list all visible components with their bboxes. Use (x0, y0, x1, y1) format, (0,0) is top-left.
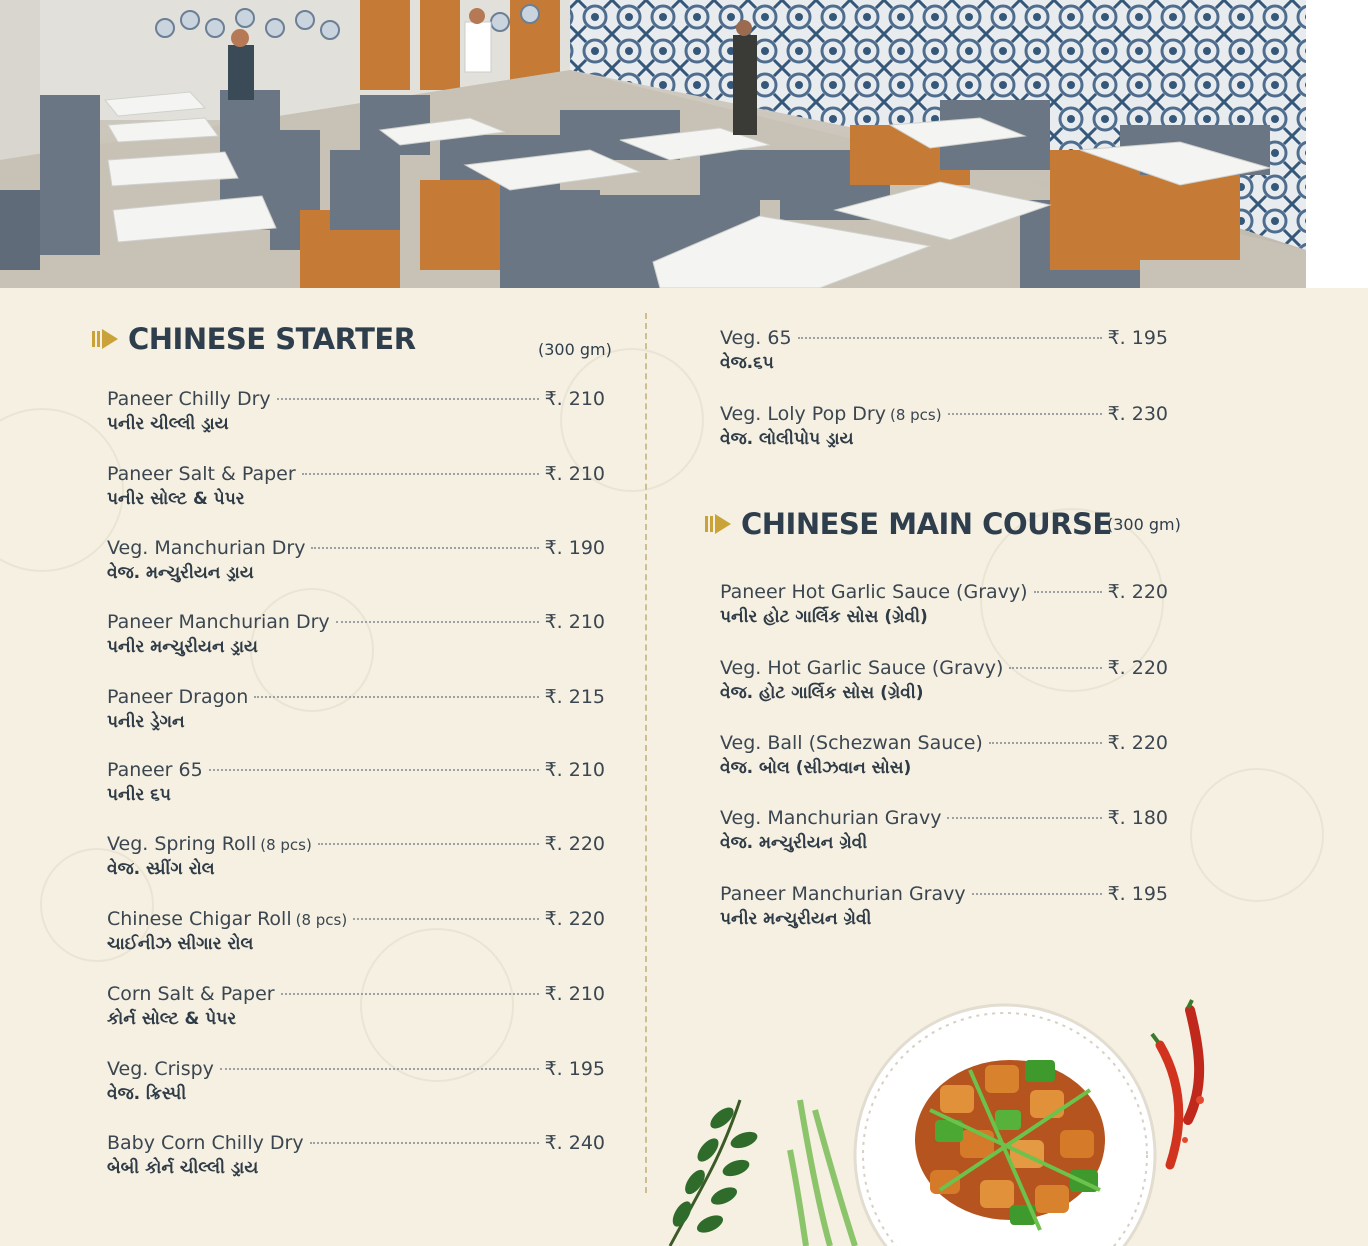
menu-item (107, 759, 605, 805)
item-price: ₹. 220 (1107, 657, 1168, 679)
menu-item (720, 327, 1168, 373)
menu-item (107, 1058, 605, 1104)
item-name: Corn Salt & Paper (107, 983, 275, 1005)
restaurant-photo (0, 0, 1306, 288)
item-price: ₹. 220 (1107, 581, 1168, 603)
item-gujarati: વેજ. હોટ ગાર્લિક સોસ (ગ્રેવી) (720, 683, 924, 703)
item-gujarati: વેજ. લોલીપોપ ડ્રાય (720, 429, 854, 449)
item-price: ₹. 210 (544, 983, 605, 1005)
item-gujarati: પનીર ડ્રેગન (107, 712, 185, 732)
item-price: ₹. 180 (1107, 807, 1168, 829)
menu-item (107, 388, 605, 434)
item-name: Veg. Manchurian Dry (107, 537, 306, 559)
item-price: ₹. 195 (544, 1058, 605, 1080)
leader-dots (254, 696, 538, 698)
main-course-heading (705, 507, 1112, 541)
spring-onion-icon (790, 1100, 855, 1246)
item-price: ₹. 195 (1107, 883, 1168, 905)
item-price: ₹. 220 (544, 908, 605, 930)
item-name: Veg. Hot Garlic Sauce (Gravy) (720, 657, 1004, 679)
item-price: ₹. 230 (1107, 403, 1168, 425)
item-name: Veg. Loly Pop Dry (720, 403, 886, 425)
leader-dots (302, 473, 539, 475)
item-name: Veg. Spring Roll (107, 833, 257, 855)
menu-item (720, 657, 1168, 703)
starter-weight: (300 gm) (538, 340, 612, 359)
item-gujarati: પનીર ૬૫ (107, 785, 171, 805)
menu-item (107, 833, 605, 879)
leader-dots (1009, 667, 1101, 669)
restaurant-interior-image (0, 0, 1306, 288)
menu-item (107, 1132, 605, 1178)
menu-item (720, 807, 1168, 853)
leader-dots (989, 742, 1102, 744)
item-gujarati: પનીર સોલ્ટ & પેપર (107, 489, 245, 509)
item-price: ₹. 195 (1107, 327, 1168, 349)
leader-dots (281, 993, 539, 995)
leader-dots (972, 893, 1102, 895)
item-gujarati: પનીર મન્ચુરીયન ડ્રાય (107, 637, 258, 657)
leader-dots (948, 413, 1102, 415)
menu-item (720, 403, 1168, 449)
leader-dots (336, 621, 539, 623)
play-bars-icon (705, 514, 731, 534)
main-course-title: CHINESE MAIN COURSE (741, 507, 1112, 541)
main-course-weight: (300 gm) (1107, 515, 1181, 534)
item-price: ₹. 210 (544, 759, 605, 781)
item-gujarati: વેજ. મન્ચુરીયન ડ્રાય (107, 563, 254, 583)
item-price: ₹. 190 (544, 537, 605, 559)
play-bars-icon (92, 329, 118, 349)
starter-heading (92, 322, 416, 356)
menu-item (107, 537, 605, 583)
item-name: Paneer Chilly Dry (107, 388, 271, 410)
menu-item (720, 732, 1168, 778)
item-price: ₹. 240 (544, 1132, 605, 1154)
leader-dots (209, 769, 539, 771)
leader-dots (1034, 591, 1102, 593)
item-qty: (8 pcs) (260, 836, 312, 854)
item-gujarati: કોર્ન સોલ્ટ & પેપર (107, 1009, 237, 1029)
item-name: Paneer Manchurian Dry (107, 611, 330, 633)
item-name: Paneer Hot Garlic Sauce (Gravy) (720, 581, 1028, 603)
item-price: ₹. 215 (544, 686, 605, 708)
menu-item (720, 883, 1168, 929)
starter-title: CHINESE STARTER (128, 322, 416, 356)
item-name: Paneer Salt & Paper (107, 463, 296, 485)
red-chilli-icon (1152, 1000, 1204, 1165)
leader-dots (220, 1068, 539, 1070)
item-gujarati: વેજ. સ્પ્રીંગ રોલ (107, 859, 215, 879)
item-gujarati: પનીર ચીલ્લી ડ્રાય (107, 414, 229, 434)
item-price: ₹. 210 (544, 611, 605, 633)
item-name: Veg. 65 (720, 327, 792, 349)
item-name: Paneer Manchurian Gravy (720, 883, 966, 905)
menu-item (107, 983, 605, 1029)
item-qty: (8 pcs) (295, 911, 348, 929)
leader-dots (798, 337, 1102, 339)
leader-dots (947, 817, 1101, 819)
item-name: Veg. Manchurian Gravy (720, 807, 942, 829)
item-gujarati: બેબી કોર્ન ચીલ્લી ડ્રાય (107, 1158, 259, 1178)
leader-dots (310, 1142, 539, 1144)
menu-item (107, 908, 605, 954)
menu-item (107, 611, 605, 657)
item-qty: (8 pcs) (889, 406, 942, 424)
menu-item (107, 463, 605, 509)
curry-leaf-icon (669, 1100, 760, 1246)
menu-item (107, 686, 605, 732)
item-price: ₹. 210 (544, 463, 605, 485)
menu-item (720, 581, 1168, 627)
item-name: Veg. Ball (Schezwan Sauce) (720, 732, 983, 754)
item-name: Baby Corn Chilly Dry (107, 1132, 304, 1154)
item-price: ₹. 220 (1107, 732, 1168, 754)
item-gujarati: વેજ.૬૫ (720, 353, 774, 373)
item-name: Paneer 65 (107, 759, 203, 781)
item-gujarati: વેજ. બોલ (સીઝવાન સોસ) (720, 758, 912, 778)
item-gujarati: વેજ. મન્ચુરીયન ગ્રેવી (720, 833, 868, 853)
item-price: ₹. 220 (544, 833, 605, 855)
item-name: Veg. Crispy (107, 1058, 214, 1080)
item-gujarati: પનીર હોટ ગાર્લિક સોસ (ગ્રેવી) (720, 607, 928, 627)
item-name: Paneer Dragon (107, 686, 249, 708)
item-gujarati: પનીર મન્ચુરીયન ગ્રેવી (720, 909, 872, 929)
chilli-paneer-dish-image (640, 990, 1306, 1246)
leader-dots (353, 918, 538, 920)
item-gujarati: વેજ. ક્રિસ્પી (107, 1084, 187, 1104)
item-name: Chinese Chigar Roll (107, 908, 292, 930)
leader-dots (277, 398, 539, 400)
leader-dots (318, 843, 539, 845)
leader-dots (311, 547, 538, 549)
item-gujarati: ચાઈનીઝ સીગાર રોલ (107, 934, 254, 954)
item-price: ₹. 210 (544, 388, 605, 410)
